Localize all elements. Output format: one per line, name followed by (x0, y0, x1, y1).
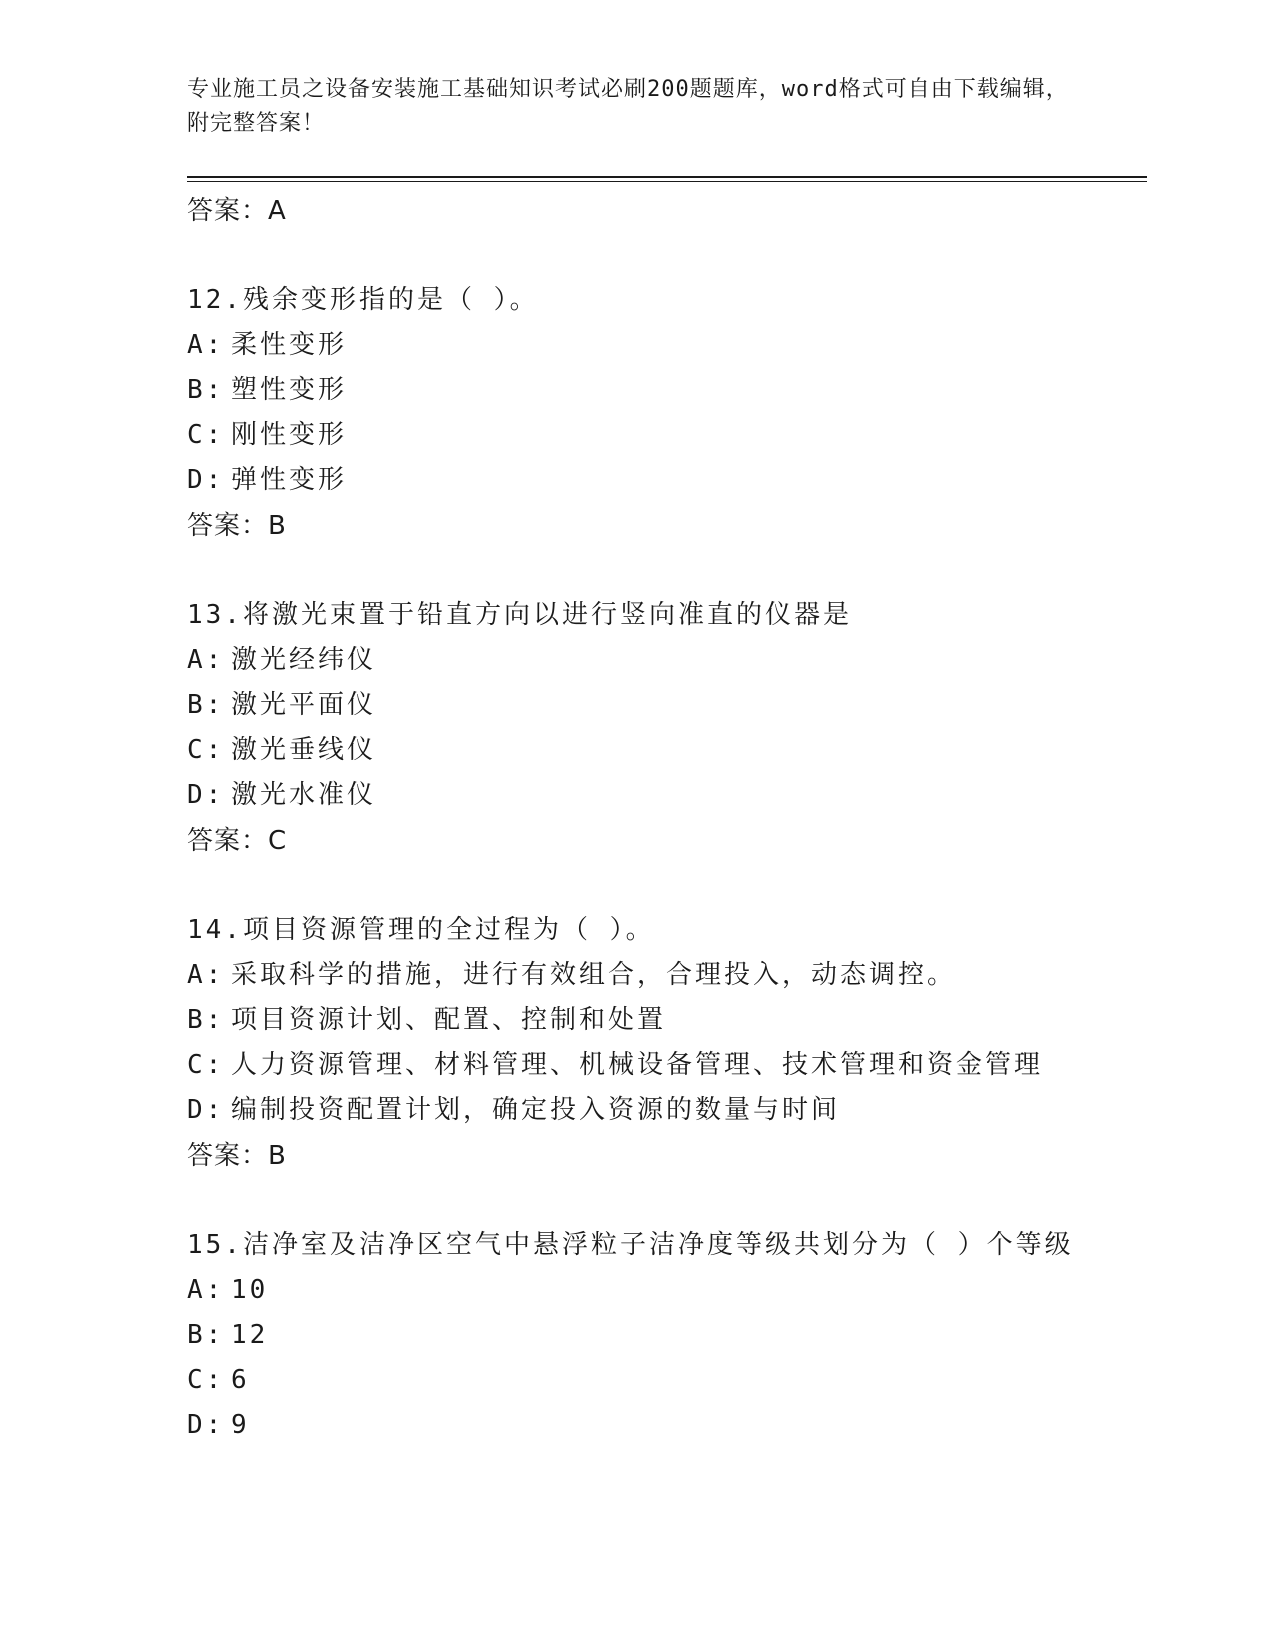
option-letter: C: (187, 420, 225, 450)
option-letter: A: (187, 330, 225, 360)
question-block-14 (187, 908, 1147, 1179)
option-letter: B: (187, 375, 225, 405)
option-letter: B: (187, 690, 225, 720)
option-text: 激光经纬仪 (231, 645, 377, 675)
question-block-12 (187, 278, 1147, 549)
option-text: 激光垂线仪 (231, 735, 377, 765)
option-letter: D: (187, 1410, 225, 1440)
option-c (187, 728, 1147, 773)
option-text: 人力资源管理、材料管理、机械设备管理、技术管理和资金管理 (231, 1050, 1044, 1080)
option-c (187, 1358, 1147, 1403)
option-d (187, 458, 1147, 503)
option-text: 激光水准仪 (231, 780, 377, 810)
option-letter: B: (187, 1320, 225, 1350)
option-letter: B: (187, 1005, 225, 1035)
question-text: 14.项目资源管理的全过程为（ ）。 (187, 915, 655, 945)
option-text: 6 (231, 1365, 250, 1395)
document-header: 专业施工员之设备安装施工基础知识考试必刷200题题库，word格式可自由下载编辑，附完整答案！ (187, 77, 1069, 136)
option-text: 项目资源计划、配置、控制和处置 (231, 1005, 667, 1035)
answer-line: 答案：B (187, 511, 287, 541)
header-divider-thick (187, 176, 1147, 178)
question-text: 12.残余变形指的是（ ）。 (187, 285, 539, 315)
option-letter: C: (187, 1365, 225, 1395)
option-text: 9 (231, 1410, 250, 1440)
option-text: 柔性变形 (231, 330, 348, 360)
option-text: 刚性变形 (231, 420, 348, 450)
question-block-15 (187, 1223, 1147, 1448)
option-letter: D: (187, 1095, 225, 1125)
option-a (187, 323, 1147, 368)
question-block-13 (187, 593, 1147, 864)
option-letter: A: (187, 645, 225, 675)
option-text: 激光平面仪 (231, 690, 377, 720)
previous-answer: 答案：A (187, 196, 287, 226)
answer-line: 答案：B (187, 1141, 287, 1171)
document-content (187, 188, 1147, 1448)
option-d (187, 1088, 1147, 1133)
option-letter: D: (187, 780, 225, 810)
question-text: 13.将激光束置于铅直方向以进行竖向准直的仪器是 (187, 600, 852, 630)
option-letter: C: (187, 735, 225, 765)
option-c (187, 413, 1147, 458)
option-b (187, 368, 1147, 413)
option-a (187, 638, 1147, 683)
option-b (187, 998, 1147, 1043)
option-letter: A: (187, 960, 225, 990)
option-text: 12 (231, 1320, 269, 1350)
option-text: 10 (231, 1275, 269, 1305)
option-text: 塑性变形 (231, 375, 348, 405)
option-letter: D: (187, 465, 225, 495)
answer-line: 答案：C (187, 826, 288, 856)
option-a (187, 953, 1147, 998)
option-a (187, 1268, 1147, 1313)
option-text: 采取科学的措施，进行有效组合，合理投入，动态调控。 (231, 960, 957, 990)
option-letter: C: (187, 1050, 225, 1080)
option-d (187, 1403, 1147, 1448)
option-text: 编制投资配置计划，确定投入资源的数量与时间 (231, 1095, 841, 1125)
question-text: 15.洁净室及洁净区空气中悬浮粒子洁净度等级共划分为（ ）个等级 (187, 1230, 1074, 1260)
option-c (187, 1043, 1147, 1088)
header-divider-thin (187, 181, 1147, 182)
option-d (187, 773, 1147, 818)
option-b (187, 1313, 1147, 1358)
option-letter: A: (187, 1275, 225, 1305)
option-b (187, 683, 1147, 728)
option-text: 弹性变形 (231, 465, 348, 495)
